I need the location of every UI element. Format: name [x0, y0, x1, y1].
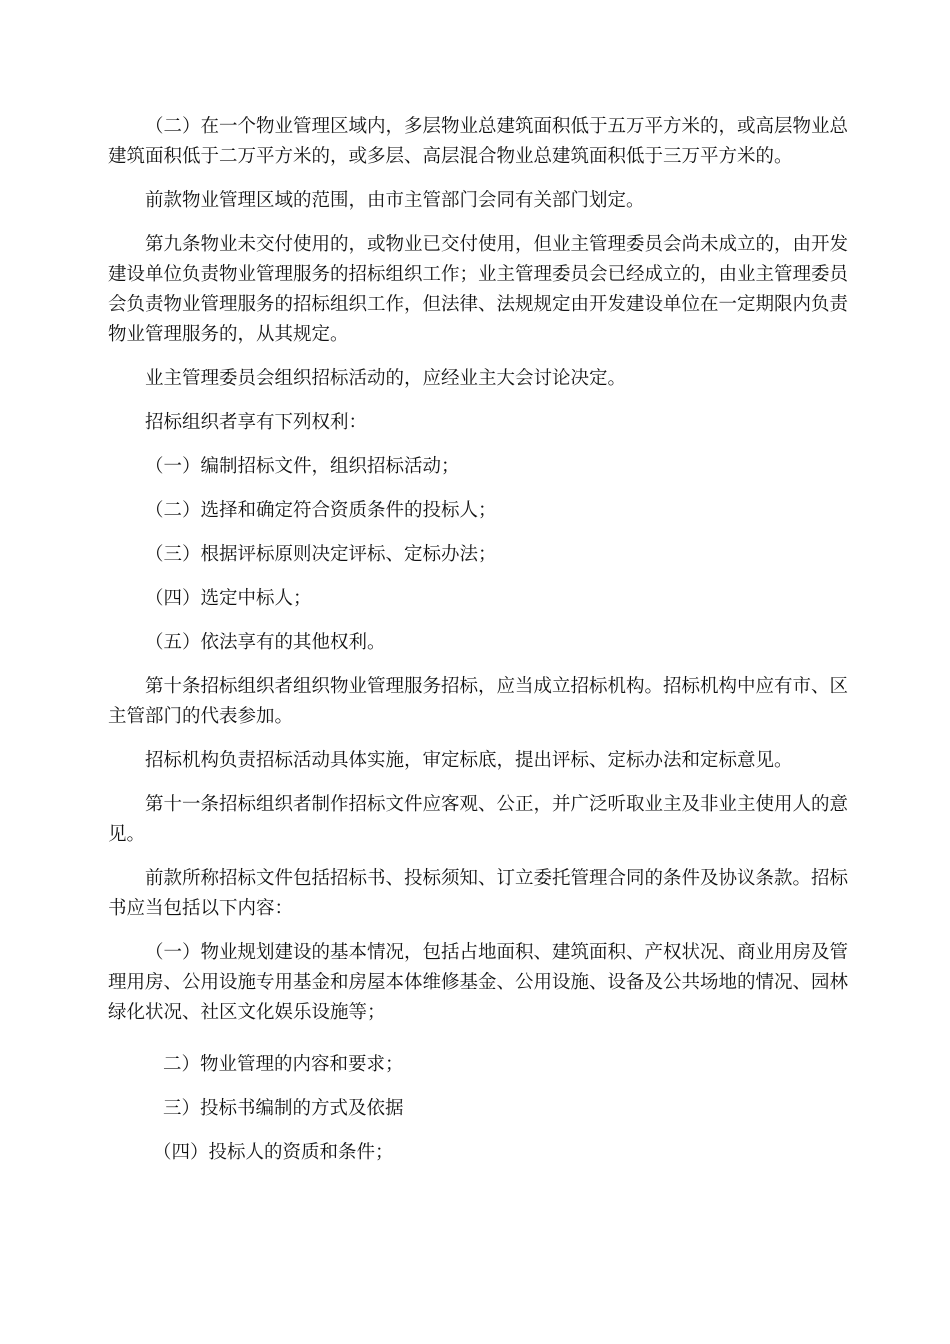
paragraph-14: 前款所称招标文件包括招标书、投标须知、订立委托管理合同的条件及协议条款。招标书应当包括以下内容： [108, 868, 849, 919]
document-page [108, 112, 848, 1168]
paragraph-9: （四）选定中标人； [145, 588, 312, 609]
paragraph-6: （一）编制招标文件，组织招标活动； [145, 456, 460, 477]
paragraph-1: （二）在一个物业管理区域内，多层物业总建筑面积低于五万平方米的，或高层物业总建筑面积低于二万平方米的，或多层、高层混合物业总建筑面积低于三万平方米的。 [108, 116, 849, 167]
paragraph-10: （五）依法享有的其他权利。 [145, 632, 386, 653]
paragraph-13: 第十一条招标组织者制作招标文件应客观、公正，并广泛听取业主及非业主使用人的意见。 [108, 794, 849, 845]
paragraph-7: （二）选择和确定符合资质条件的投标人； [145, 500, 497, 521]
paragraph-8: （三）根据评标原则决定评标、定标办法； [145, 544, 497, 565]
paragraph-4: 业主管理委员会组织招标活动的，应经业主大会讨论决定。 [145, 368, 627, 389]
paragraph-11: 第十条招标组织者组织物业管理服务招标，应当成立招标机构。招标机构中应有市、区主管部门的代表参加。 [108, 676, 849, 727]
paragraph-5: 招标组织者享有下列权利： [145, 412, 368, 433]
paragraph-2: 前款物业管理区域的范围，由市主管部门会同有关部门划定。 [145, 190, 645, 211]
paragraph-18: （四）投标人的资质和条件； [153, 1142, 394, 1163]
paragraph-12: 招标机构负责招标活动具体实施，审定标底，提出评标、定标办法和定标意见。 [145, 750, 793, 771]
paragraph-16: 二）物业管理的内容和要求； [163, 1054, 404, 1075]
paragraph-3: 第九条物业未交付使用的，或物业已交付使用，但业主管理委员会尚未成立的，由开发建设单位负责物业管理服务的招标组织工作；业主管理委员会已经成立的，由业主管理委员会负责物业管理服务的招标组织工作，但法律、法规规定由开发建设单位在一定期限内负责物业管理服务的，从其规定。 [108, 234, 849, 345]
paragraph-17: 三）投标书编制的方式及依据 [163, 1098, 404, 1119]
paragraph-15: （一）物业规划建设的基本情况，包括占地面积、建筑面积、产权状况、商业用房及管理用房、公用设施专用基金和房屋本体维修基金、公用设施、设备及公共场地的情况、园林绿化状况、社区文化娱乐设施等； [108, 942, 849, 1023]
